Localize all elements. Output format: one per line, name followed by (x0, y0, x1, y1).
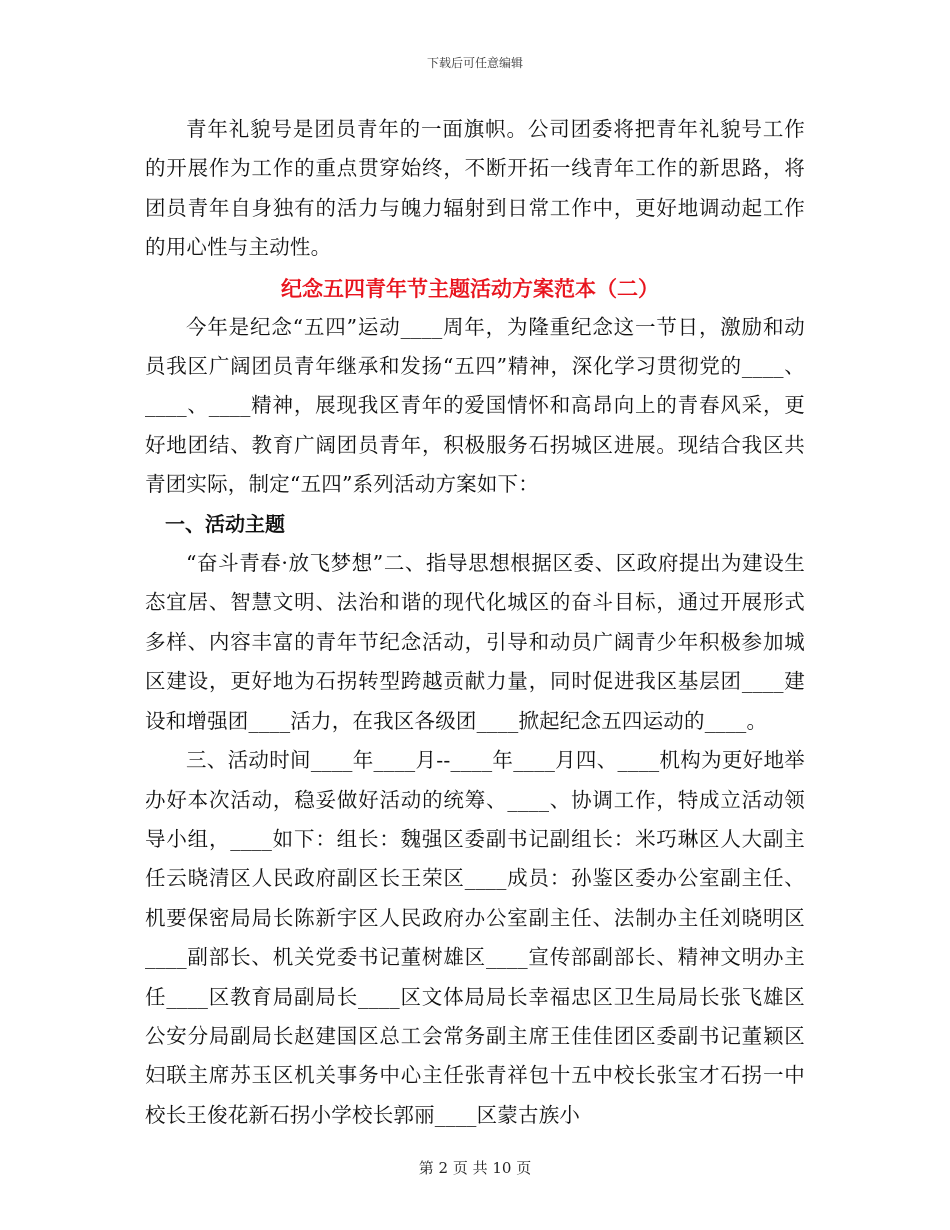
heading-activity-theme: 一、活动主题 (165, 511, 285, 536)
intro-paragraph: 青年礼貌号是团员青年的一面旗帜。公司团委将把青年礼貌号工作的开展作为工作的重点贯穿始终，不断开拓一线青年工作的新思路，将团员青年自身独有的活力与魄力辐射到日常工作中，更好地调动起工作的用心性与主动性。 (145, 117, 805, 260)
paragraph-3: 三、活动时间____年____月--____年____月四、____机构为更好地举办好本次活动，稳妥做好活动的统筹、____、协调工作，特成立活动领导小组，____如下：组长：魏强区委副书记副组长：米巧琳区人大副主任云晓清区人民政府副区长王荣区____成员：孙鉴区委办公室副主任、机要保密局局长陈新宇区人民政府办公室副主任、法制办主任刘晓明区____副部长、机关党委书记董树雄区____宣传部副部长、精神文明办主任____区教育局副局长____区文体局局长幸福忠区卫生局局长张飞雄区公安分局副局长赵建国区总工会常务副主席王佳佳团区委副书记董颖区妇联主席苏玉区机关事务中心主任张青祥包十五中校长张宝才石拐一中校长王俊花新石拐小学校长郭丽____区蒙古族小 (145, 748, 805, 1127)
document-body (145, 110, 805, 1135)
page-footer: 第 2 页 共 10 页 (418, 1159, 532, 1177)
page-header-note: 下载后可任意编辑 (426, 56, 523, 70)
paragraph-1: 今年是纪念“五四”运动____周年，为隆重纪念这一节日，激励和动员我区广阔团员青年继承和发扬“五四”精神，深化学习贯彻党的____、____、____精神，展现我区青年的爱国情怀和高昂向上的青春风采，更好地团结、教育广阔团员青年，积极服务石拐城区进展。现结合我区共青团实际，制定“五四”系列活动方案如下： (145, 314, 805, 497)
section-title: 纪念五四青年节主题活动方案范本（二） (281, 276, 659, 301)
paragraph-2: “奋斗青春·放飞梦想”二、指导思想根据区委、区政府提出为建设生态宜居、智慧文明、法治和谐的现代化城区的奋斗目标，通过开展形式多样、内容丰富的青年节纪念活动，引导和动员广阔青少年积极参加城区建设，更好地为石拐转型跨越贡献力量，同时促进我区基层团____建设和增强团____活力，在我区各级团____掀起纪念五四运动的____。 (145, 551, 805, 733)
